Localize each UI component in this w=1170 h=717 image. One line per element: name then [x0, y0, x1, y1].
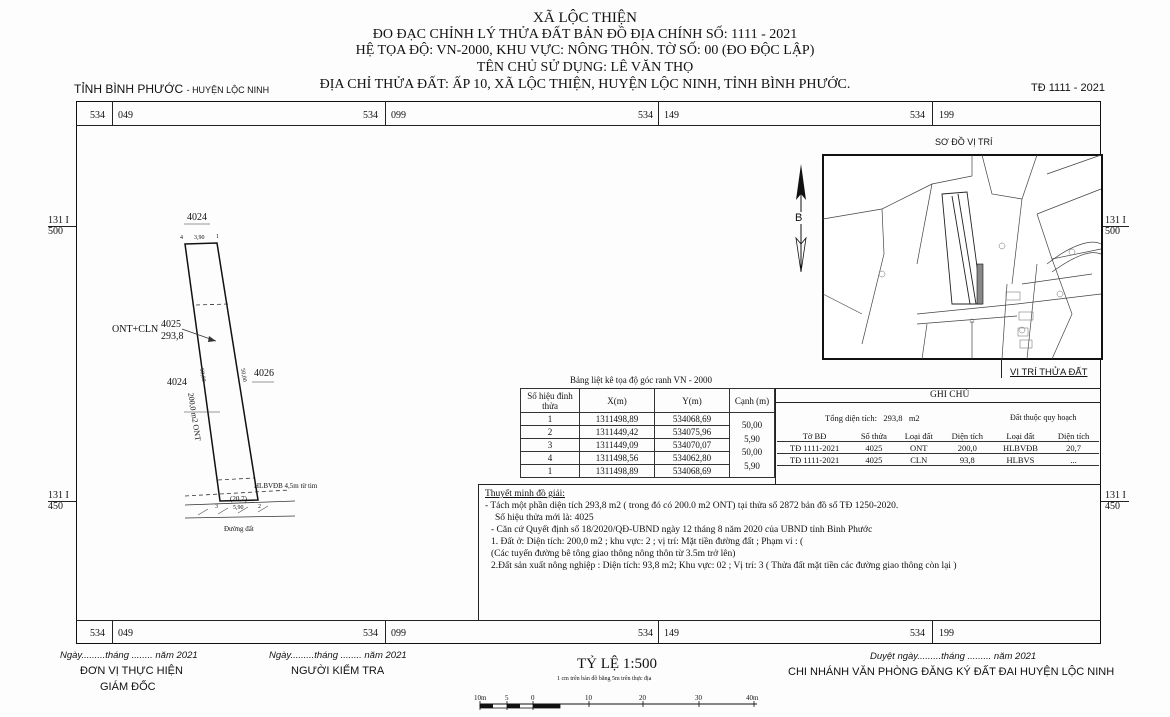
north-neighbor-label: 4024: [187, 212, 207, 223]
edge-length: 5,90: [744, 433, 760, 444]
province-label: TỈNH BÌNH PHƯỚC - HUYỆN LỘC NINH: [74, 82, 270, 96]
right-neighbor-label: 4026: [254, 368, 274, 379]
corner-label: 4: [180, 235, 183, 241]
grid-label: 534: [363, 110, 378, 121]
scale-tick-label: 10: [585, 694, 592, 702]
director-title: GIÁM ĐỐC: [100, 681, 156, 693]
grid-tick: [932, 101, 933, 125]
table-row: TĐ 1111-2021 4025 ONT 200,0 HLBVĐB 20,7: [777, 442, 1099, 454]
survey-title: ĐO ĐẠC CHỈNH LÝ THỬA ĐẤT BẢN ĐỒ ĐỊA CHÍNH SỐ: 1111 - 2021: [372, 27, 798, 42]
coord-header: Số hiệu đỉnh thửa: [521, 389, 580, 413]
office-title: CHI NHÁNH VĂN PHÒNG ĐĂNG KÝ ĐẤT ĐAI HUYỆN LỘC NINH: [788, 666, 1115, 678]
grid-tick: [112, 620, 113, 644]
grid-tick: [385, 620, 386, 644]
right-grid-label-450: 131 I 450: [1105, 490, 1126, 512]
corridor-line: [218, 478, 254, 480]
parcel-boundary: [185, 243, 258, 501]
right-dimension: 50,00: [239, 368, 248, 383]
date-approval: Duyệt ngày.........tháng ......... năm 2021: [870, 651, 1037, 662]
location-leader: [1001, 358, 1002, 378]
grid-label: 534: [638, 110, 653, 121]
table-row: 3 1311449,09 534070,07: [521, 439, 775, 452]
left-grid-label-450: 131 I 450: [48, 490, 69, 512]
grid-label: 049: [118, 628, 133, 639]
scale-tick-label: 5: [505, 694, 509, 702]
scale-title: TỶ LỆ 1:500: [577, 656, 657, 672]
left-dimension: 50,00: [198, 368, 207, 383]
grid-tick: [48, 226, 76, 227]
top-dimension: 3,90: [194, 235, 205, 241]
scale-bar: [472, 692, 772, 716]
planning-label: Đất thuộc quy hoạch: [1010, 413, 1077, 422]
location-map-title: SƠ ĐỒ VỊ TRÍ: [935, 137, 993, 147]
grid-tick: [658, 101, 659, 125]
grid-label: 534: [638, 628, 653, 639]
parcel-drawing: [100, 200, 340, 550]
road-label: Đường đất: [224, 525, 254, 533]
edge-length: 50,00: [741, 447, 763, 457]
left-grid-label-500: 131 I 500: [48, 215, 69, 237]
corridor-label: HLBVĐB 4,5m từ tim: [254, 482, 318, 490]
implementing-unit: ĐƠN VỊ THỰC HIỆN: [80, 665, 183, 677]
grid-tick: [48, 501, 76, 502]
total-area: Tổng diện tích: 293,8 m2: [825, 413, 920, 423]
notes-divider: [775, 402, 1101, 403]
grid-tick: [1101, 226, 1129, 227]
small-area-label: (20,7): [230, 495, 247, 503]
explanation-line: 1. Đất ở: Diện tích: 200,0 m2 ; khu vực: 2 ; vị trí: Mặt tiền đường đất ; Phạm vi : (: [491, 537, 804, 547]
grid-label: 534: [90, 110, 105, 121]
scale-tick-label: 40m: [746, 694, 759, 702]
explanation-line: (Các tuyến đường bê tông giao thông nông thôn từ 3.5m trở lên): [491, 549, 736, 559]
table-row: 4 1311498,56 534062,80: [521, 452, 775, 465]
explanation-title: Thuyết minh đồ giải:: [485, 489, 565, 499]
coord-header: Y(m): [655, 389, 730, 413]
owner-name: TÊN CHỦ SỬ DỤNG: LÊ VĂN THỌ: [476, 60, 694, 75]
parcel-number: 4025: [161, 319, 181, 330]
coord-table-title: Bảng liệt kê tọa độ góc ranh VN - 2000: [570, 375, 713, 385]
grid-label: 534: [910, 110, 925, 121]
grid-tick: [1101, 501, 1129, 502]
bottom-grid-line: [76, 620, 1101, 621]
grid-label: 534: [910, 628, 925, 639]
edge-length: 50,00: [741, 420, 763, 430]
table-row: TĐ 1111-2021 4025 CLN 93,8 HLBVS ...: [777, 454, 1099, 466]
grid-tick: [658, 620, 659, 644]
corner-label: 1: [216, 234, 219, 240]
explanation-line: Số hiệu thửa mới là: 4025: [495, 513, 594, 523]
grid-label: 199: [939, 110, 954, 121]
grid-label: 099: [391, 110, 406, 121]
grid-tick: [385, 101, 386, 125]
grid-label: 149: [664, 110, 679, 121]
date-implementer: Ngày.........tháng ........ năm 2021: [60, 650, 198, 661]
table-row: 1 1311498,89 534068,69: [521, 465, 775, 478]
scale-tick-label: 20: [639, 694, 646, 702]
scale-note: 1 cm trên bản đồ bằng 5m trên thực địa: [557, 676, 652, 682]
inner-area-label: 200,0 m2 ONT: [186, 392, 203, 442]
explanation-line: - Căn cứ Quyết định số 18/2020/QĐ-UBND ngày 12 tháng 8 năm 2020 của UBND tỉnh Bình Phước: [491, 525, 873, 535]
date-checker: Ngày.........tháng ........ năm 2021: [269, 650, 407, 661]
coord-header: Cạnh (m): [730, 389, 775, 413]
table-row: 1 1311498,89 534068,69 50,00 5,90 50,00 5,90: [521, 413, 775, 426]
grid-label: 049: [118, 110, 133, 121]
corner-label: 3: [215, 504, 218, 510]
coordinate-system: HỆ TỌA ĐỘ: VN-2000, KHU VỰC: NÔNG THÔN. TỜ SỐ: 00 (ĐO ĐỘC LẬP): [355, 43, 815, 58]
document-code: TĐ 1111 - 2021: [1031, 82, 1105, 94]
grid-tick: [112, 101, 113, 125]
notes-table: Tờ BĐ Số thửa Loại đất Diện tích Loại đất Diện tích TĐ 1111-2021 4025 ONT 200,0 HLBVĐB 20,7 TĐ 1111-2021 4025 CLN 93,8 HLBVS ...: [777, 430, 1099, 466]
parcel-dashed-line: [196, 304, 228, 305]
scale-tick-label: 0: [531, 694, 535, 702]
commune-title: XÃ LỘC THIỆN: [533, 10, 637, 26]
checker-title: NGƯỜI KIỂM TRA: [291, 665, 385, 677]
grid-label: 199: [939, 628, 954, 639]
grid-label: 149: [664, 628, 679, 639]
grid-label: 534: [363, 628, 378, 639]
explanation-line: - Tách một phần diện tích 293,8 m2 ( trong đó có 200.0 m2 ONT) tại thửa số 2872 bản đồ số TĐ 1250-2020.: [485, 501, 899, 511]
table-row: 2 1311449,42 534075,96: [521, 426, 775, 439]
parcel-marker: [977, 264, 983, 304]
grid-label: 534: [90, 628, 105, 639]
corner-label: 2: [258, 504, 261, 510]
grid-tick: [932, 620, 933, 644]
parcel-address: ĐỊA CHỈ THỬA ĐẤT: ẤP 10, XÃ LỘC THIỆN, HUYỆN LỘC NINH, TỈNH BÌNH PHƯỚC.: [319, 77, 851, 92]
north-letter: B: [795, 212, 803, 224]
left-neighbor-label: 4024: [167, 377, 187, 388]
edge-length: 5,90: [744, 460, 760, 471]
scale-tick-label: 10m: [474, 694, 487, 702]
explanation-line: 2.Đất sản xuất nông nghiệp : Diện tích: 93,8 m2; Khu vực: 02 ; Vị trí: 3 ( Thửa đất mặt tiền các đường giao thông còn lại ): [491, 561, 957, 571]
notes-title: GHI CHÚ: [930, 390, 970, 400]
explanation-box: [478, 484, 1101, 620]
coord-table: [520, 388, 775, 478]
grid-label: 099: [391, 628, 406, 639]
bottom-dimension: 5,90: [233, 505, 244, 511]
road-edge: [185, 516, 295, 518]
location-map: [822, 154, 1103, 360]
coord-header: X(m): [580, 389, 655, 413]
scale-tick-label: 30: [695, 694, 702, 702]
location-map-caption: VỊ TRÍ THỬA ĐẤT: [1010, 367, 1088, 378]
parcel-land-type: ONT+CLN: [112, 324, 159, 335]
right-grid-label-500: 131 I 500: [1105, 215, 1126, 237]
top-grid-line: [76, 125, 1101, 126]
parcel-area: 293,8: [161, 331, 184, 342]
